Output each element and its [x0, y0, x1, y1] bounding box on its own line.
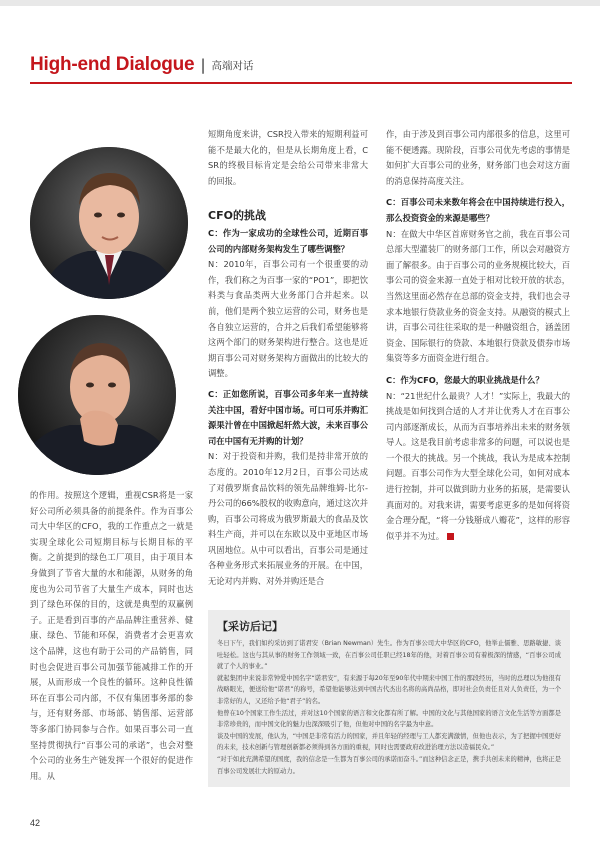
end-mark-icon	[447, 533, 454, 540]
notes-paragraph-5: “对于如此充满希望的国度，我的信念是一生都为百事公司的承诺而奋斗。”而这种信念正是，携手共创未来的精神，也将正是百事公司发展壮大的原动力。	[217, 755, 561, 775]
question-3: C：百事公司未来数年将会在中国持续进行投入，那么投资资金的来源是哪些？	[386, 197, 570, 223]
notes-title: 【采访后记】	[217, 620, 283, 633]
header-separator: |	[200, 56, 206, 74]
portrait-photo-1	[30, 147, 188, 299]
question-4: C：作为CFO，您最大的职业挑战是什么？	[386, 374, 544, 385]
section-title: High-end Dialogue	[30, 54, 195, 75]
cfo-challenge-heading: CFO的挑战	[208, 209, 266, 222]
answer-3: N：在做大中华区首席财务官之前，我在百事公司总部大型灌装厂的财务部门工作，所以会对融资方面了解很多。由于百事公司的业务规模比较大，百事公司的资金来源一直处于相对比较开放的状态，当然这里面必然存在总部的资金支持，我们也会寻求本地银行贷款业务的资金支持。从融资的模式上讲，百事公司往往采取的是一种融资组合，涵盖团资金、国际银行的贷款、本地银行贷款及债券市场集资等多方面资金进行组合。	[386, 228, 570, 364]
portrait-2-image	[18, 315, 176, 475]
answer-1: N：2010年，百事公司有一个很重要的动作，我们称之为百事一家的“PO1”，即把饮料类与食品类两大业务部门合并起来。以前，他们是两个独立运营的公司，财务也是各自独立运营的，合并之后我们希望能够将这两个部门的财务架构进行整合。这也是近期百事公司对财务架构方面做出的比较大的调整。	[208, 259, 368, 379]
question-1: C：作为一家成功的全球性公司，近期百事公司的内部财务架构发生了哪些调整？	[208, 228, 368, 254]
interview-notes-box	[208, 610, 570, 787]
notes-paragraph-2: 就起集团中来说非常钟爱中国名字“诺君安”，有来源于每20年至90年代中期来中国工作的那段经历，当时的总理以为他很有战略眼光，便送给他“诺君”的称号，希望他能够达到中国古代杰出名将的高尚品格，即对社会负责任且对人负责任，为一个非常好的人，又还给予他“君子”的名。	[217, 674, 561, 705]
question-2: C：正如您所说，百事公司多年来一直持续关注中国，看好中国市场。可口可乐并购汇源果汁曾在中国掀起轩然大波，未来百事公司在中国有无并购的计划？	[208, 388, 368, 446]
column-2-intro	[208, 127, 368, 189]
column-2	[208, 207, 368, 590]
answer-2: N：对于投资和并购，我们是持非常开放的态度的。2010年12月2日，百事公司达成了对俄罗斯食品饮料的领先品牌维姆-比尔-丹公司的66%股权的收购意向，通过这次并购，百事公司将成为俄罗斯最大的食品及饮料生产商，并可以在东欧以及中亚地区市场巩固地位。从中可以看出，百事公司是通过各种业务形式来拓展业务的开展。在中国，无论对内并购、对外并购还是合	[208, 451, 368, 587]
portrait-1-image	[30, 147, 188, 299]
portrait-photo-2	[18, 315, 176, 475]
top-border	[0, 0, 600, 6]
notes-paragraph-1: 冬日下午，我们如约采访到了诺君安（Brian Newman）先生。作为百事公司大中华区的CFO，他举止儒雅、思路敏捷、谈吐轻松。这也与其从事的财务工作领域一致，在百事公司任职已经18年的他，对着百事公司有着极深的情感，“百事公司成就了个人的事业。”	[217, 640, 561, 671]
answer-4: N：“21世纪什么最贵？人才！”实际上，我最大的挑战是如何找到合适的人才并让优秀人才在百事公司内部逐渐成长，从而为百事培养出未来的财务领导人。这是我目前考虑非常多的问题，可以说也是一个很大的挑战。另一个挑战，我认为是成本控制问题。百事公司作为大型全球化公司，如何对成本进行控制，并可以做到助力业务的拓展，是需要认真面对的。对我来讲，需要考虑更多的是如何将资金合理分配，“将一分钱掰成八瓣花”，这样的形容似乎并不为过。	[386, 390, 570, 541]
header-rule	[30, 82, 572, 84]
section-subtitle: 高端对话	[211, 59, 254, 72]
answer-4-wrap	[386, 389, 570, 545]
column-3	[386, 127, 570, 544]
col1-text: 的作用。按照这个逻辑，重视CSR将是一家好公司所必须具备的前提条件。作为百事公司大中华区的CFO，我的工作重点之一就是实现全球化公司短期目标与长期目标的平衡。之前提到的绿色工厂项目，由于项目本身做到了节省大量的水和能源，从财务的角度也为公司节省了大量生产成本，同时也达到了绿色环保的目的，这就是典型的双赢例子。正是看到百事的产品品牌注重营养、健康、绿色、节能和环保，消费者才会更喜欢这个品牌，这也有助于公司的产品销售，同时也会促进百事公司加强节能减排工作的开展，从而形成一个良性的循环。这种良性循环在百事公司内部，不仅有集团事务部的参与，还有财务部、市场部、销售部、运营部等多部门协同参与合作。如果百事公司一直坚持贯彻执行“百事公司的承诺”，也会对整个公司的业务生产链发挥一个很好的促进作用。从	[30, 490, 193, 781]
notes-paragraph-4: 谈及中国的发展，他认为，“中国是非常有活力的国家，并且年轻的经理与工人都充满激情，但他也表示，为了把握中国更好的未来，技术创新与管理创新都必须得到各方面的重视，同时也需要政府改进治理方法以造福民众。”	[217, 732, 561, 752]
notes-paragraph-3: 他曾在10个国家工作生活过，并对这10个国家的语言和文化都有所了解。中国的文化与其他国家的语言文化生活等方面都是非常珍贵的，而中国文化的魅力也深深吸引了他，但他对中国的名字最为中意。	[217, 709, 561, 729]
answer-2-continued: 作，由于涉及到百事公司内部很多的信息，这里可能不便透露。现阶段，百事公司优先考虑的事情是如何扩大百事公司的业务，财务部门也会对这方面的消息保持高度关注。	[386, 129, 570, 186]
column-1	[30, 488, 193, 784]
page-number: 42	[30, 818, 41, 828]
section-header	[30, 52, 254, 78]
col2-intro-text: 短期角度来讲，CSR投入带来的短期利益可能不是最大化的，但是从长期角度上看，CSR的终极目标肯定是会给公司带来非常大的回报。	[208, 129, 368, 186]
